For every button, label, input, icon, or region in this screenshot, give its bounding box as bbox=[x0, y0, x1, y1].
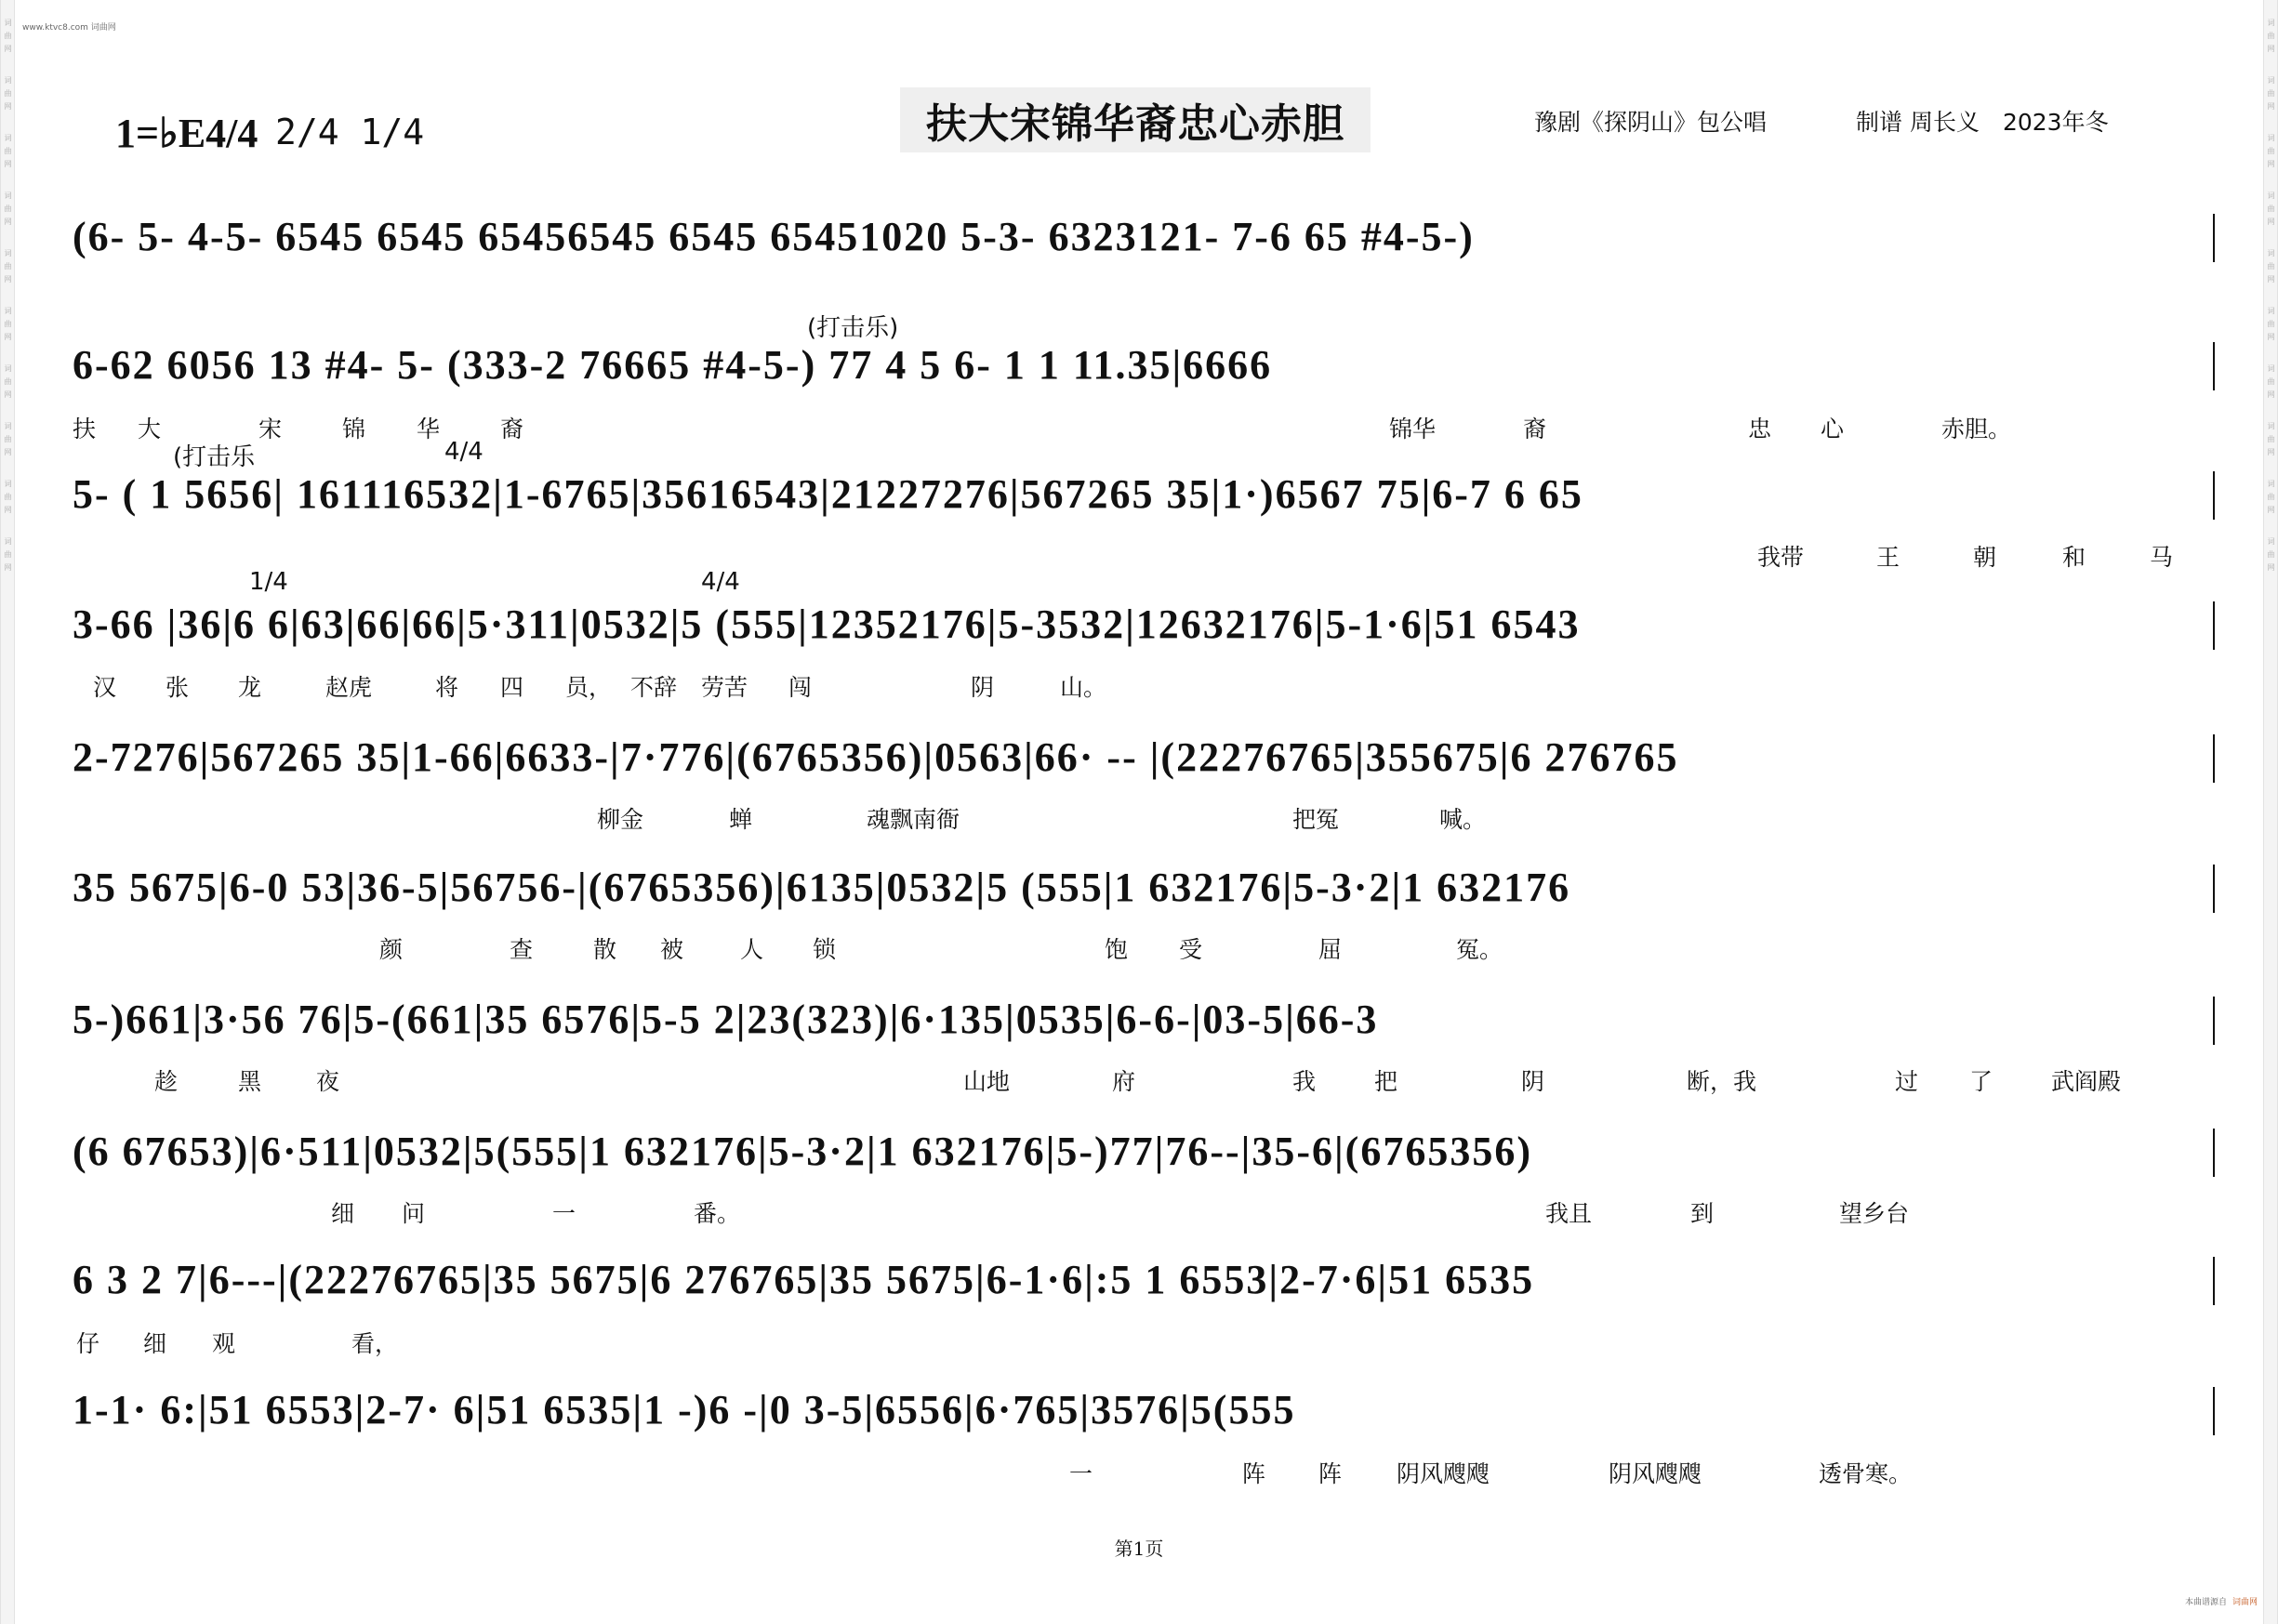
score-annotation: 1/4 bbox=[249, 568, 288, 596]
system-barline bbox=[2213, 1387, 2215, 1435]
lyric-syllable: 把冤 bbox=[1292, 806, 1340, 833]
lyric-syllable: 张 bbox=[166, 674, 190, 701]
lyric-syllable: 四 bbox=[500, 674, 524, 701]
lyric-syllable: 透骨寒。 bbox=[1819, 1460, 1913, 1487]
lyric-syllable: 一 bbox=[552, 1200, 576, 1227]
lyric-syllable: 人 bbox=[740, 936, 764, 963]
lyric-syllable: 将 bbox=[435, 674, 459, 701]
lyric-syllable: 山。 bbox=[1060, 674, 1107, 701]
system-barline bbox=[2213, 1129, 2215, 1177]
lyric-syllable: 朝 bbox=[1973, 544, 1997, 571]
lyric-syllable: 把 bbox=[1374, 1068, 1398, 1095]
lyric-syllable: 忠 bbox=[1748, 416, 1772, 442]
lyrics-row bbox=[73, 539, 2211, 571]
lyric-syllable: 府 bbox=[1112, 1068, 1136, 1095]
lyric-syllable: 查 bbox=[510, 936, 534, 963]
lyric-syllable: 黑 bbox=[238, 1068, 262, 1095]
lyrics-row bbox=[73, 1326, 2211, 1357]
lyric-syllable: 王 bbox=[1876, 544, 1901, 571]
corner-watermark: 本曲谱源自 词曲网 bbox=[2184, 1598, 2258, 1607]
arranger-credit: 制谱 周长义 2023年冬 bbox=[1856, 109, 2109, 136]
lyric-syllable: 龙 bbox=[238, 674, 262, 701]
lyric-syllable: 阴 bbox=[971, 674, 995, 701]
lyric-syllable: 和 bbox=[2062, 544, 2086, 571]
left-watermark-strip: 词曲网 词曲网 词曲网 词曲网 词曲网 词曲网 词曲网 词曲网 词曲网 词曲网 bbox=[0, 0, 15, 1624]
system-barline bbox=[2213, 342, 2215, 390]
notation-row: (6- 5- 4-5- 6545 6545 65456545 6545 65451020 5-3- 6323121- 7-6 65 #4-5-) bbox=[73, 214, 1475, 259]
notation-row: 2-7276|567265 35|1-66|6633-|7·776|(6765356)|0563|66· -- |(22276765|355675|6 276765 bbox=[73, 734, 1679, 780]
notation-row: 5- ( 1 5656| 161116532|1-6765|35616543|21227276|567265 35|1·)6567 75|6-7 6 65 bbox=[73, 471, 1583, 517]
time-signatures: 2/4 1/4 bbox=[275, 112, 425, 152]
notation-row: 5-)661|3·56 76|5-(661|35 6576|5-5 2|23(323)|6·135|0535|6-6-|03-5|66-3 bbox=[73, 997, 1379, 1042]
lyrics-row bbox=[73, 669, 2211, 701]
notation-row: 35 5675|6-0 53|36-5|56756-|(6765356)|6135|0532|5 (555|1 632176|5-3·2|1 632176 bbox=[73, 865, 1571, 910]
lyrics-row bbox=[73, 1195, 2211, 1227]
lyric-syllable: 心 bbox=[1821, 416, 1845, 442]
lyric-syllable: 柳金 bbox=[597, 806, 644, 833]
score-annotation: 4/4 bbox=[701, 568, 740, 596]
lyric-syllable: 一 bbox=[1069, 1460, 1093, 1487]
lyric-syllable: 过 bbox=[1895, 1068, 1919, 1095]
lyric-syllable: 趁 bbox=[154, 1068, 179, 1095]
lyric-syllable: 蝉 bbox=[729, 806, 753, 833]
lyric-syllable: 夜 bbox=[316, 1068, 340, 1095]
lyric-syllable: 赵虎 bbox=[325, 674, 373, 701]
score-annotation: (打击乐) bbox=[807, 314, 899, 342]
lyric-syllable: 山地 bbox=[963, 1068, 1011, 1095]
page-number: 第1页 bbox=[1114, 1538, 1164, 1560]
lyric-syllable: 裔 bbox=[1523, 416, 1547, 442]
page-title: 扶大宋锦华裔忠心赤胆 bbox=[926, 100, 1344, 148]
lyric-syllable: 细 bbox=[331, 1200, 355, 1227]
lyric-syllable: 了 bbox=[1969, 1068, 1993, 1095]
lyric-syllable: 喊。 bbox=[1439, 806, 1487, 833]
lyric-syllable: 员， bbox=[565, 674, 613, 701]
notation-row: 3-66 |36|6 6|63|66|66|5·311|0532|5 (555|12352176|5-3532|12632176|5-1·6|51 6543 bbox=[73, 601, 1581, 647]
lyric-syllable: 饱 bbox=[1105, 936, 1129, 963]
lyric-syllable: 我且 bbox=[1545, 1200, 1593, 1227]
lyric-syllable: 武阎殿 bbox=[2051, 1068, 2122, 1095]
lyric-syllable: 不辞 bbox=[630, 674, 678, 701]
lyrics-row bbox=[73, 411, 2211, 442]
lyrics-row bbox=[73, 1063, 2211, 1095]
lyric-syllable: 阵 bbox=[1318, 1460, 1343, 1487]
lyrics-row bbox=[73, 1456, 2211, 1487]
lyric-syllable: 观 bbox=[212, 1330, 236, 1357]
title-banner bbox=[900, 87, 1371, 152]
score-annotation: (打击乐 bbox=[173, 443, 256, 471]
lyric-syllable: 大 bbox=[138, 416, 162, 442]
lyric-syllable: 劳苦 bbox=[701, 674, 748, 701]
lyric-syllable: 阵 bbox=[1242, 1460, 1266, 1487]
lyric-syllable: 阴风飕飕 bbox=[1609, 1460, 1702, 1487]
lyric-syllable: 看， bbox=[351, 1330, 399, 1357]
lyric-syllable: 裔 bbox=[500, 416, 524, 442]
notation-row: 6-62 6056 13 #4- 5- (333-2 76665 #4-5-) 77 4 5 6- 1 1 11.35|6666 bbox=[73, 342, 1273, 388]
lyric-syllable: 阴 bbox=[1521, 1068, 1545, 1095]
score-annotation: 4/4 bbox=[444, 438, 483, 466]
lyric-syllable: 细 bbox=[143, 1330, 167, 1357]
lyric-syllable: 受 bbox=[1179, 936, 1203, 963]
lyric-syllable: 冤。 bbox=[1456, 936, 1503, 963]
lyrics-row bbox=[73, 801, 2211, 833]
key-signature: 1=♭E4/4 bbox=[115, 111, 258, 156]
lyric-syllable: 汉 bbox=[93, 674, 117, 701]
lyric-syllable: 锦华 bbox=[1389, 416, 1437, 442]
lyric-syllable: 我 bbox=[1292, 1068, 1317, 1095]
opera-source: 豫剧《探阴山》包公唱 bbox=[1534, 109, 1768, 136]
lyric-syllable: 赤胆。 bbox=[1941, 416, 2012, 442]
lyric-syllable: 宋 bbox=[258, 416, 283, 442]
system-barline bbox=[2213, 865, 2215, 913]
lyric-syllable: 阴风飕飕 bbox=[1397, 1460, 1490, 1487]
lyric-syllable: 到 bbox=[1690, 1200, 1715, 1227]
lyric-syllable: 马 bbox=[2150, 544, 2174, 571]
lyric-syllable: 锦 bbox=[342, 416, 366, 442]
system-barline bbox=[2213, 734, 2215, 783]
lyric-syllable: 断，我 bbox=[1687, 1068, 1757, 1095]
notation-row: 6 3 2 7|6---|(22276765|35 5675|6 276765|35 5675|6-1·6|:5 1 6553|2-7·6|51 6535 bbox=[73, 1257, 1535, 1302]
lyric-syllable: 颜 bbox=[379, 936, 404, 963]
system-barline bbox=[2213, 997, 2215, 1045]
system-barline bbox=[2213, 601, 2215, 650]
lyric-syllable: 望乡台 bbox=[1839, 1200, 1910, 1227]
lyric-syllable: 散 bbox=[593, 936, 617, 963]
lyric-syllable: 魂飘南衙 bbox=[867, 806, 960, 833]
site-watermark: www.ktvc8.com 词曲网 bbox=[22, 23, 116, 33]
lyric-syllable: 屈 bbox=[1318, 936, 1343, 963]
lyric-syllable: 我带 bbox=[1757, 544, 1805, 571]
system-barline bbox=[2213, 471, 2215, 520]
lyric-syllable: 问 bbox=[402, 1200, 426, 1227]
system-barline bbox=[2213, 214, 2215, 262]
lyric-syllable: 锁 bbox=[813, 936, 837, 963]
lyric-syllable: 被 bbox=[660, 936, 684, 963]
lyric-syllable: 番。 bbox=[694, 1200, 741, 1227]
lyric-syllable: 华 bbox=[417, 416, 441, 442]
notation-row: 1-1· 6:|51 6553|2-7· 6|51 6535|1 -)6 -|0 3-5|6556|6·765|3576|5(555 bbox=[73, 1387, 1296, 1433]
system-barline bbox=[2213, 1257, 2215, 1305]
lyrics-row bbox=[73, 931, 2211, 963]
notation-row: (6 67653)|6·511|0532|5(555|1 632176|5-3·2|1 632176|5-)77|76--|35-6|(6765356) bbox=[73, 1129, 1532, 1174]
right-watermark-strip: 词曲网 词曲网 词曲网 词曲网 词曲网 词曲网 词曲网 词曲网 词曲网 词曲网 bbox=[2263, 0, 2278, 1624]
lyric-syllable: 仔 bbox=[76, 1330, 100, 1357]
lyric-syllable: 闯 bbox=[788, 674, 813, 701]
lyric-syllable: 扶 bbox=[73, 416, 97, 442]
